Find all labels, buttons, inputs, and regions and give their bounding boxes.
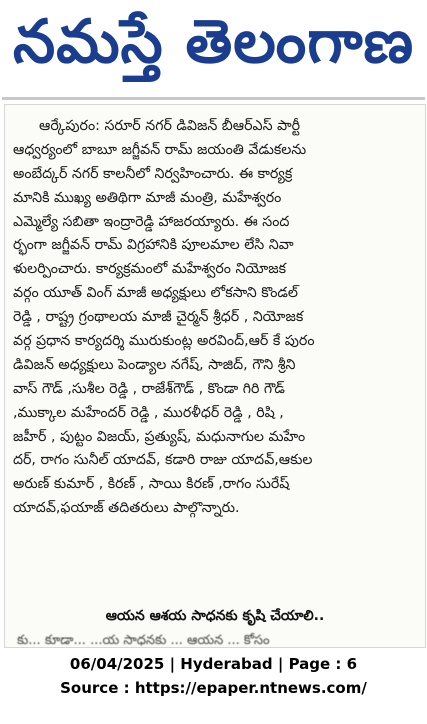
article-line: ఆధ్వర్యంలో బాబూ జగ్జీవన్ రామ్ జయంతి వేడుకలను — [13, 141, 307, 158]
edition-info: 06/04/2025 | Hyderabad | Page : 6 — [69, 655, 358, 673]
article-line: వర్గ ప్రధాన కార్యదర్శి మురుకుంట్ల అరవింద్,ఆర్ కే పురం — [13, 333, 315, 350]
newspaper-masthead — [0, 0, 427, 92]
article-line: యాదవ్,ఫయాజ్ తదితరులు పాల్గొన్నారు. — [13, 500, 240, 517]
article-body — [13, 115, 417, 521]
news-clipping — [4, 104, 426, 648]
source-link[interactable]: Source : https://epaper.ntnews.com/ — [60, 679, 367, 697]
article-line: డివిజన్ అధ్యక్షులు పెండ్యాల నగేష్, సాజిద్, గౌని శ్రీని — [13, 356, 296, 373]
article-line: వాస్ గౌడ్ ,సుశీల రెడ్డి , రాజేశ్‌గౌడ్ , కొండా గిరి గౌడ్ — [13, 380, 285, 397]
article-line: ,ముక్కాల మహేందర్ రెడ్డి , మురళీధర్ రెడ్డి , రిషి , — [13, 404, 284, 421]
article-line: జహీర్ , పుట్టం విజయ్, ప్రత్యుష్, మధునాగుల మహేం — [13, 428, 306, 445]
article-line: మానికి ముఖ్య అతిథిగా మాజీ మంత్రి, మహేశ్వరం — [13, 189, 282, 206]
article-line: వర్గం యూత్ వింగ్ మాజీ అధ్యక్షులు లోకసాని కొండల్ — [13, 285, 298, 302]
article-cutoff-line: కు... కూడా... ...య సాధనకు ... ఆయన ... కోసం — [17, 633, 270, 646]
article-line: ళులర్పించారు. కార్యక్రమంలో మహేశ్వరం నియోజక — [13, 261, 286, 278]
article-line: అరుణ్ కుమార్ , కిరణ్ , సాయి కిరణ్ ,రాగం సురేష్ — [13, 476, 290, 493]
masthead-title: నమస్తే తెలంగాణ — [12, 7, 415, 77]
page-footer — [0, 652, 427, 700]
article-line: ఎమ్మెల్యే సబితా ఇంద్రారెడ్డి హాజరయ్యారు. ఈ సంద — [13, 213, 290, 230]
article-line: దర్, రాగం సునీల్ యాదవ్, కడారి రాజు యాదవ్,ఆకుల — [13, 452, 313, 469]
article-line: అంబేద్కర్ నగర్ కాలనీలో నిర్వహించారు. ఈ కార్యక్ర — [13, 165, 293, 182]
article-line: రెడ్డి , రాష్ట్ర గ్రంథాలయ మాజీ చైర్మన్ శ్రీధర్ , నియోజక — [13, 309, 304, 326]
article-subheading: ఆయన ఆశయ సాధనకు కృషి చేయాలి.. — [105, 608, 325, 624]
article-line: ఆర్కేపురం: సరూర్ నగర్ డివిజన్ బీఆర్ఎస్ పార్టీ — [39, 118, 301, 134]
article-line: ర్భంగా జగ్జీవన్ రామ్ విగ్రహానికి పూలమాల లేసి నివా — [13, 237, 294, 254]
masthead-divider — [2, 97, 425, 100]
